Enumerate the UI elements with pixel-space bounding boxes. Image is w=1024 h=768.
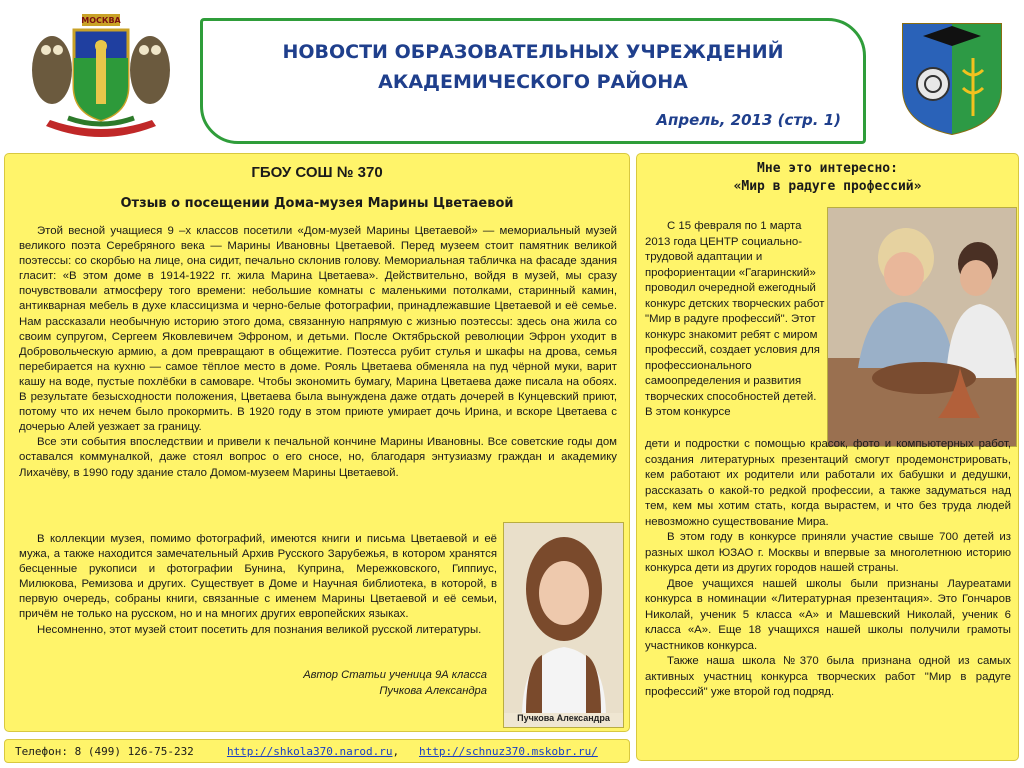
newsletter-title-line-2: АКАДЕМИЧЕСКОГО РАЙОНА: [378, 71, 688, 93]
portrait-image: [504, 523, 623, 713]
article-body: [19, 224, 617, 481]
author-name: Пучкова Александра: [379, 685, 487, 697]
school-mskobr-link[interactable]: http://schnuz370.mskobr.ru/: [419, 745, 598, 758]
contest-heading-line-2: «Мир в радуге профессий»: [733, 179, 922, 194]
newsletter-title-line-1: НОВОСТИ ОБРАЗОВАТЕЛЬНЫХ УЧРЕЖДЕНИЙ: [282, 41, 784, 63]
contest-paragraph: С 15 февраля по 1 марта 2013 года ЦЕНТР социально-трудовой адаптации и профориентации «Гагаринский» проводил очередной ежегодный конкурс детских творческих работ "Мир в радуге профессий". Этот конкурс знакомит ребят с миром профессий, создает условия для профессионального самоопределения и развития творческих способностей детей. В этом конкурсе: [645, 220, 825, 418]
photo-caption: Пучкова Александра: [517, 713, 610, 723]
school-site-link[interactable]: http://shkola370.narod.ru: [226, 745, 393, 758]
issue-date: Апрель, 2013 (стр. 1): [656, 111, 841, 129]
article-paragraph: В коллекции музея, помимо фотографий, имеются книги и письма Цветаевой и её мужа, а также находится замечательный Архив Русского Зарубежья, в котором хранятся бесценные рукописи и фотографии Бунина, Куприна, Мережковского, Гиппиус, Милюкова, Ремизова и других. Существует в Доме и Научная библиотека, в которой, в первую очередь, собраны книги, связанные с именем Марины Цветаевой и её семьи, причём не только на русском, но и на многих других европейских языках.: [19, 533, 497, 621]
article-paragraph: Все эти события впоследствии и привели к печальной кончине Марины Ивановны. Все советские годы дом оставался коммуналкой, даже стоял вопрос о его сносе, но, благодаря энтузиазму граждан и академику Лихачёву, в 1990 году здание стало Домом-музеем Марины Цветаевой.: [19, 436, 617, 479]
contest-paragraph: В этом году в конкурсе приняли участие свыше 700 детей из разных школ ЮЗАО г. Москвы и впервые за многолетнюю историю конкурса дети из других городов нашей страны.: [645, 531, 1011, 574]
contest-intro-text: [645, 219, 827, 421]
school-name: ГБОУ СОШ № 370: [251, 164, 383, 181]
link-separator: ,: [392, 745, 400, 758]
phone-number: Телефон: 8 (499) 126-75-232: [15, 745, 194, 758]
contest-heading-line-1: Мне это интересно:: [757, 161, 898, 176]
article-author: [303, 667, 487, 699]
article-body-continued: [19, 532, 497, 638]
contact-footer: [4, 739, 630, 763]
article-paragraph: Этой весной учащиеся 9 –х классов посетили «Дом-музей Марины Цветаевой» — мемориальный музей великого поэта Серебряного века — Марины Ивановны Цветаевой. Перед музеем стоит памятник великой поэтессы: со скорбью на лице, она сидит, печально склонив голову. Мемориальная табличка на фасаде здания гласит: «В этом доме в 1914-1922 гг. жила Марина Цветаева». Действительно, войдя в музей, мы сразу почувствовали атмосферу того времени: небольшие комнаты с маленькими потолками, старинный камин, антикварная мебель в духе классицизма и черно-белые фотографии, принадлежавшие Цветаевой и её семье. Нам рассказали необычную историю этого дома, связанную напрямую с жизнью поэтессы: здесь она жила со своим супругом, Сергеем Яковлевичем Эфроном, и детьми. После Октябрьской революции Эфрон уходит в Добровольческую армию, а дом превращают в общежитие. Поэтесса рубит стулья и шкафы на дрова, семья перебирается на кухню — самое тёплое место в доме. Рояль Цветаева обменяла на пуд чёрной муки, варит кашу на воде, пустые похлёбки в самоваре. Чтобы экономить бумагу, Марина Цветаева даже писала на обоях. В результате безысходности положения, Цветаева была вынуждена даже отдать дочерей в Кунцевский приют, потому что их нечем было прокормить. В 1920 году в этом приюте умирает дочь Ирина, и вскоре Цветаева с дочерью Алей уезжает за границу.: [19, 225, 617, 434]
author-role: Автор Статьи ученица 9А класса: [303, 669, 487, 681]
author-photo: [503, 522, 624, 728]
academic-district-emblem-icon: [893, 18, 1011, 138]
pottery-class-photo: [827, 207, 1017, 447]
contest-heading: [637, 160, 1018, 196]
contest-paragraph: дети и подростки с помощью красок, фото и компьютерных работ, создания литературных презентаций смогут продемонстрировать, кем работают их родители или работали их бабушки и дедушки, рассказать о какой-то редкой профессии, а также задуматься над тем, кем мы хотим стать, когда вырастем, и что без труда людей невозможно существование Мира.: [645, 438, 1011, 528]
article-paragraph: Несомненно, этот музей стоит посетить для познания великой русской литературы.: [37, 623, 482, 636]
school-article-panel: [4, 153, 630, 732]
svg-text:МОСКВА: МОСКВА: [81, 16, 121, 25]
contest-paragraph: Также наша школа №370 была признана одной из самых активных участниц конкурса творческих работ "Мир в радуге профессий" уже второй год подряд.: [645, 655, 1011, 698]
article-title: Отзыв о посещении Дома-музея Марины Цветаевой: [120, 196, 514, 211]
newsletter-title-box: [200, 18, 866, 144]
contest-paragraph: Двое учащихся нашей школы были признаны Лауреатами конкурса в номинации «Литературная презентация». Это Гончаров Николай, ученик 5 класса «А» и Машевский Николай, ученик 6 класса «А». Еще 18 учащихся нашей школы получили грамоты участников конкурса.: [645, 577, 1011, 652]
moscow-district-coat-of-arms-icon: [16, 8, 186, 146]
contest-body-text: [645, 437, 1011, 701]
professions-contest-panel: [636, 153, 1019, 761]
